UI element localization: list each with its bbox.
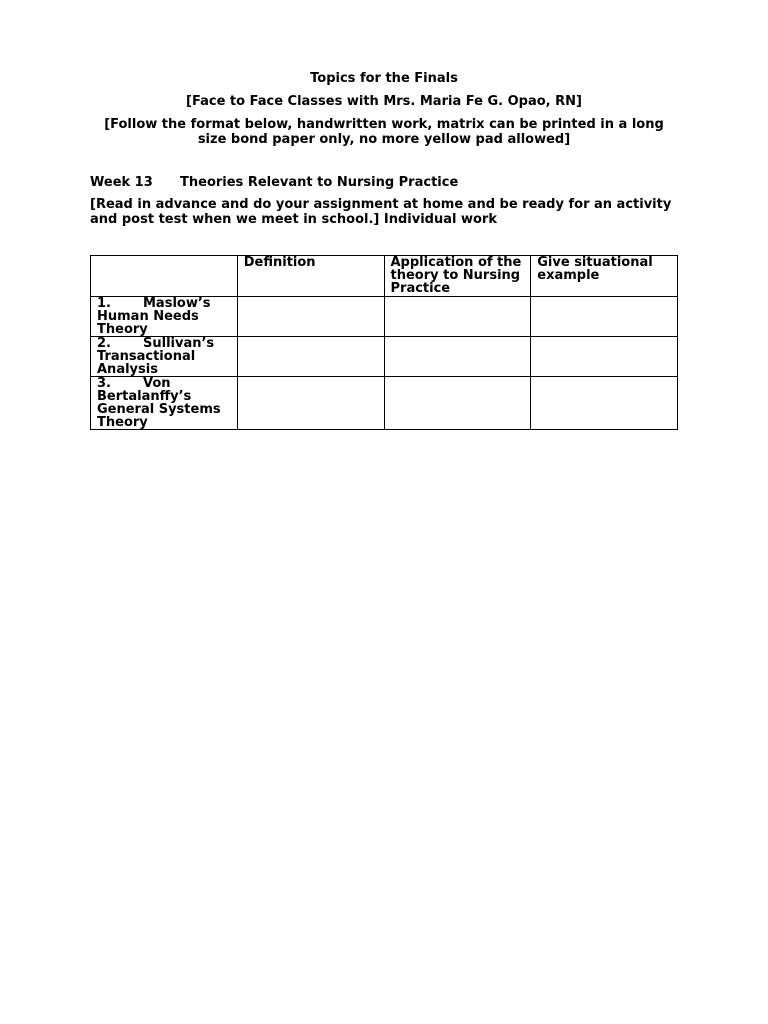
definition-cell <box>237 377 384 430</box>
theory-cell <box>91 337 238 377</box>
theory-matrix-table <box>90 255 678 430</box>
definition-cell <box>237 297 384 337</box>
class-subtitle: [Face to Face Classes with Mrs. Maria Fe G. Opao, RN] <box>186 94 582 109</box>
table-row <box>91 297 678 337</box>
theory-number: 1. <box>97 296 111 311</box>
application-cell <box>384 377 531 430</box>
header-cell-empty <box>91 256 238 297</box>
example-cell <box>531 297 678 337</box>
theory-cell <box>91 297 238 337</box>
table-header-row <box>91 256 678 297</box>
header-cell-application: Application of the theory to Nursing Practice <box>384 256 531 297</box>
table-row <box>91 377 678 430</box>
theory-number: 3. <box>97 376 111 391</box>
week-label: Week 13 <box>90 175 153 190</box>
example-cell <box>531 377 678 430</box>
document-title: Topics for the Finals <box>310 71 458 86</box>
theory-name: Von Bertalanffy’s General Systems Theory <box>97 376 221 430</box>
application-cell <box>384 337 531 377</box>
example-cell <box>531 337 678 377</box>
application-cell <box>384 297 531 337</box>
header-cell-definition: Definition <box>237 256 384 297</box>
theory-name: Sullivan’s Transactional Analysis <box>97 336 215 377</box>
table-row <box>91 337 678 377</box>
theory-cell <box>91 377 238 430</box>
definition-cell <box>237 337 384 377</box>
header-cell-example: Give situational example <box>531 256 678 297</box>
format-instructions: [Follow the format below, handwritten work, matrix can be printed in a long size bond paper only, no more yellow pad allowed] <box>104 117 664 147</box>
theory-name: Maslow’s Human Needs Theory <box>97 296 211 337</box>
assignment-note: [Read in advance and do your assignment at home and be ready for an activity and post test when we meet in school.] Individual work <box>90 197 672 227</box>
week-heading <box>90 175 678 190</box>
week-topic: Theories Relevant to Nursing Practice <box>180 175 459 190</box>
theory-number: 2. <box>97 336 111 351</box>
